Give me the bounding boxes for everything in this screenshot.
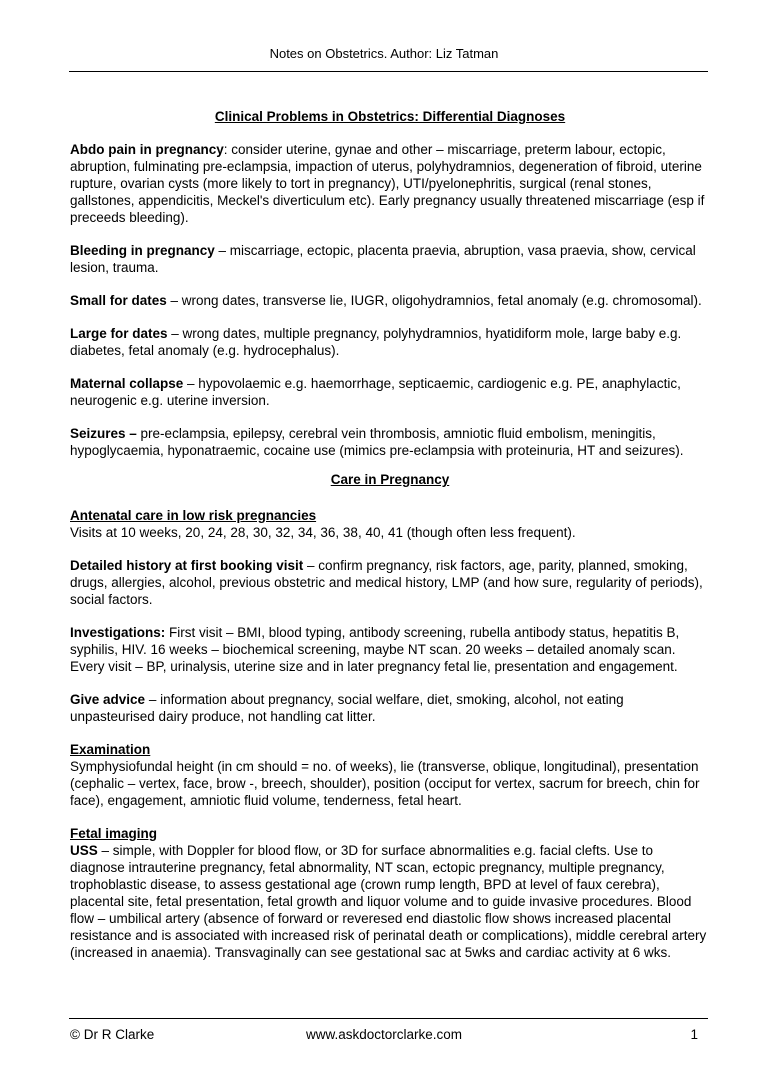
paragraph-fetal-imaging bbox=[70, 825, 710, 961]
text-small-for-dates: – wrong dates, transverse lie, IUGR, oligohydramnios, fetal anomaly (e.g. chromosomal). bbox=[166, 293, 702, 308]
paragraph-booking-history bbox=[70, 557, 710, 608]
text-investigations: First visit – BMI, blood typing, antibody screening, rubella antibody status, hepatitis B, syphilis, HIV. 16 weeks – biochemical screening, maybe NT scan. 20 weeks – detailed anomaly scan. Every visit – BP, urinalysis, uterine size and in later pregnancy fetal lie, presentation and engagement. bbox=[70, 625, 680, 674]
paragraph-give-advice bbox=[70, 691, 710, 725]
term-uss: USS bbox=[70, 843, 98, 858]
text-give-advice: – information about pregnancy, social welfare, diet, smoking, alcohol, not eating unpasteurised dairy produce, not handling cat litter. bbox=[70, 692, 624, 724]
term-large-for-dates: Large for dates bbox=[70, 326, 168, 341]
heading-antenatal-care: Antenatal care in low risk pregnancies bbox=[70, 508, 317, 523]
heading-fetal-imaging: Fetal imaging bbox=[70, 826, 158, 841]
running-header: Notes on Obstetrics. Author: Liz Tatman bbox=[269, 46, 499, 61]
text-seizures: pre-eclampsia, epilepsy, cerebral vein thrombosis, amniotic fluid embolism, meningitis, hypoglycaemia, hyponatraemic, cocaine use (mimics pre-eclampsia with proteinuria, HT and seizures). bbox=[70, 426, 684, 458]
footer-copyright: © Dr R Clarke bbox=[70, 1027, 155, 1042]
paragraph-examination bbox=[70, 741, 710, 809]
text-examination: Symphysiofundal height (in cm should = no. of weeks), lie (transverse, oblique, longitudinal), presentation (cephalic – vertex, face, brow -, breech, shoulder), position (occiput for vertex, sacrum for breech, chin for face), engagement, amniotic fluid volume, tenderness, fetal heart. bbox=[70, 759, 700, 808]
paragraph-abdo-pain bbox=[70, 141, 710, 226]
page-content bbox=[70, 108, 710, 977]
term-bleeding: Bleeding in pregnancy bbox=[70, 243, 215, 258]
section-title-differential-diagnoses: Clinical Problems in Obstetrics: Differential Diagnoses bbox=[214, 109, 566, 124]
paragraph-maternal-collapse bbox=[70, 375, 710, 409]
term-investigations: Investigations: bbox=[70, 625, 166, 640]
footer-rule bbox=[69, 1018, 708, 1019]
term-maternal-collapse: Maternal collapse bbox=[70, 376, 184, 391]
term-seizures: Seizures – bbox=[70, 426, 137, 441]
text-antenatal-care: Visits at 10 weeks, 20, 24, 28, 30, 32, 34, 36, 38, 40, 41 (though often less frequent). bbox=[70, 525, 576, 540]
paragraph-antenatal-care bbox=[70, 507, 710, 541]
page-number: 1 bbox=[690, 1027, 698, 1042]
term-give-advice: Give advice bbox=[70, 692, 146, 707]
header-rule bbox=[69, 71, 708, 72]
text-large-for-dates: – wrong dates, multiple pregnancy, polyhydramnios, hyatidiform mole, large baby e.g. diabetes, fetal anomaly (e.g. hydrocephalus). bbox=[70, 326, 682, 358]
paragraph-large-for-dates bbox=[70, 325, 710, 359]
term-booking-history: Detailed history at first booking visit bbox=[70, 558, 304, 573]
text-maternal-collapse: – hypovolaemic e.g. haemorrhage, septicaemic, cardiogenic e.g. PE, anaphylactic, neurogenic e.g. uterine inversion. bbox=[70, 376, 681, 408]
text-abdo-pain: : consider uterine, gynae and other – miscarriage, preterm labour, ectopic, abruption, fulminating pre-eclampsia, impaction of uterus, polyhydramnios, degeneration of fibroid, uterine rupture, ovarian cysts (more likely to tort in pregnancy), UTI/pyelonephritis, surgical (renal stones, gallstones, appendicitis, Meckel's diverticulum etc). Early pregnancy usually threatened miscarriage (esp if preceeds bleeding). bbox=[70, 142, 705, 225]
paragraph-small-for-dates bbox=[70, 292, 710, 309]
text-booking-history: – confirm pregnancy, risk factors, age, parity, planned, smoking, drugs, allergies, alcohol, previous obstetric and medical history, LMP (and how sure, regularity of periods), social factors. bbox=[70, 558, 703, 607]
footer-website: www.askdoctorclarke.com bbox=[305, 1027, 463, 1042]
term-abdo-pain: Abdo pain in pregnancy bbox=[70, 142, 224, 157]
paragraph-investigations bbox=[70, 624, 710, 675]
paragraph-bleeding bbox=[70, 242, 710, 276]
term-small-for-dates: Small for dates bbox=[70, 293, 167, 308]
section-title-care-in-pregnancy: Care in Pregnancy bbox=[330, 472, 450, 487]
paragraph-seizures bbox=[70, 425, 710, 459]
text-bleeding: – miscarriage, ectopic, placenta praevia, abruption, vasa praevia, show, cervical lesion, trauma. bbox=[70, 243, 696, 275]
text-fetal-imaging: – simple, with Doppler for blood flow, or 3D for surface abnormalities e.g. facial clefts. Use to diagnose intrauterine pregnancy, fetal abnormality, NT scan, ectopic pregnancy, multiple pregnancy, trophoblastic disease, to assess gestational age (crown rump length, BPD at level of faux cerebra), placental site, fetal presentation, fetal growth and liquor volume and to guide invasive procedures. Blood flow – umbilical artery (absence of forward or reveresed end diastolic flow shows increased placental resistance and is associated with increased risk of perinatal death or complications), middle cerebral artery (increased in anaemia). Transvaginally can see gestational sac at 5wks and cardiac activity at 6 wks. bbox=[70, 843, 707, 960]
heading-examination: Examination bbox=[70, 742, 151, 757]
